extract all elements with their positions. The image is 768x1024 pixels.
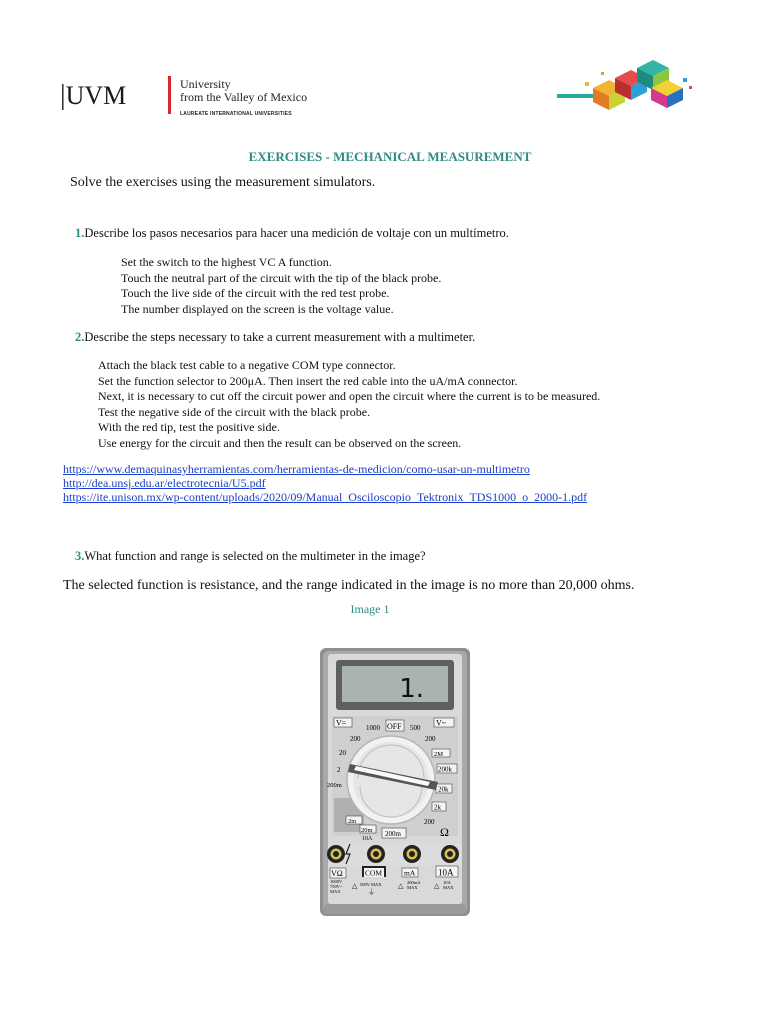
jack-10a xyxy=(441,845,459,863)
label-com: COM xyxy=(365,868,383,878)
list-item: The number displayed on the screen is the voltage value. xyxy=(121,301,394,316)
question-3 xyxy=(75,549,426,564)
label-10a: 10A xyxy=(438,867,454,878)
label-v-ac: V~ xyxy=(436,718,447,728)
list-item: Test the negative side of the circuit with the black probe. xyxy=(98,404,371,419)
ground-icon: ⏚ xyxy=(368,888,375,896)
label-ma: mA xyxy=(404,868,416,878)
jack-com xyxy=(367,845,385,863)
multimeter-illustration xyxy=(320,648,472,918)
question-2-number: 2. xyxy=(75,330,85,344)
display-screen xyxy=(342,666,448,702)
logo-divider xyxy=(168,76,171,114)
label-2k: 2k xyxy=(434,803,441,812)
label-2m-amp: 2m xyxy=(348,818,357,825)
label-10a-amp: 10A xyxy=(362,836,373,842)
question-3-number: 3. xyxy=(75,549,85,563)
reference-links xyxy=(63,462,587,504)
reference-link-1[interactable]: https://www.demaquinasyherramientas.com/herramientas-de-medicion/como-usar-un-multimetro xyxy=(63,462,530,476)
svg-text:△: △ xyxy=(434,882,440,890)
question-2-steps xyxy=(86,358,600,451)
label-10a-small: 10A xyxy=(443,880,451,885)
label-left-200: 200 xyxy=(350,735,361,743)
question-1-steps xyxy=(100,255,441,317)
question-1-number: 1. xyxy=(75,226,85,240)
label-20m-amp: 20m xyxy=(361,827,373,834)
question-2-text: Describe the steps necessary to take a current measurement with a multimeter. xyxy=(84,330,476,344)
label-v-dc: V= xyxy=(336,718,347,728)
list-item: Set the function selector to 200μA. Then insert the red cable into the uA/mA connector. xyxy=(98,373,518,388)
list-item: Attach the black test cable to a negative COM type connector. xyxy=(98,358,396,372)
warning-icon: △ xyxy=(352,882,358,890)
label-max3: MAX xyxy=(443,885,454,890)
label-max2: MAX xyxy=(407,885,418,890)
uvm-logo: |UVM xyxy=(60,80,127,111)
jack-vohm xyxy=(327,845,345,863)
intro-text: Solve the exercises using the measurement simulators. xyxy=(70,175,376,190)
image-caption: Image 1 xyxy=(350,602,390,616)
page-title: EXERCISES - MECHANICAL MEASUREMENT xyxy=(248,149,532,164)
label-right-200: 200 xyxy=(425,735,436,743)
label-200k: 200k xyxy=(438,765,452,774)
list-item: Set the switch to the highest VC A function. xyxy=(121,255,332,269)
label-20: 20 xyxy=(339,749,346,757)
laureate-tagline: LAUREATE INTERNATIONAL UNIVERSITIES xyxy=(180,111,292,117)
label-vohm: VΩ xyxy=(331,869,343,878)
list-item: Touch the live side of the circuit with the red test probe. xyxy=(121,286,390,300)
label-1000: 1000 xyxy=(366,724,380,732)
label-2m: 2M xyxy=(434,751,444,758)
question-3-text: What function and range is selected on the multimeter in the image? xyxy=(84,549,426,563)
university-name xyxy=(180,78,307,104)
reference-link-3[interactable]: https://ite.unison.mx/wp-content/uploads/2020/09/Manual_Osciloscopio_Tektronix_TDS1000_o_2000-1.pdf xyxy=(63,490,588,504)
ohm-icon: Ω xyxy=(440,825,449,839)
label-20k: 20k xyxy=(438,785,449,794)
list-item: Use energy for the circuit and then the result can be observed on the screen. xyxy=(98,435,462,450)
label-500: 500 xyxy=(410,724,421,732)
label-200-ohm: 200 xyxy=(424,818,435,826)
jack-ma xyxy=(403,845,421,863)
label-off: OFF xyxy=(387,722,402,731)
label-200ma: 200mA xyxy=(407,880,421,885)
list-item: With the red tip, test the positive side. xyxy=(98,420,280,434)
svg-text:△: △ xyxy=(398,882,404,890)
question-1-text: Describe los pasos necesarios para hacer una medición de voltaje con un multímetro. xyxy=(84,226,509,240)
answer-text: The selected function is resistance, and the range indicated in the image is no more than 20,000 ohms. xyxy=(63,578,635,593)
cubes-logo-icon xyxy=(555,58,700,118)
list-item: Touch the neutral part of the circuit with the tip of the black probe. xyxy=(121,270,442,285)
list-item: Next, it is necessary to cut off the circuit power and open the circuit where the current is to be measured. xyxy=(98,389,601,403)
display-reading: 1. xyxy=(399,674,424,704)
label-200m-amp: 200m xyxy=(385,830,401,838)
label-500v-max: 500V MAX xyxy=(360,882,382,887)
university-line-1: University xyxy=(180,77,231,91)
label-2: 2 xyxy=(337,766,341,774)
question-1 xyxy=(75,226,509,241)
label-200m-left: 200m xyxy=(327,782,342,789)
university-line-2: from the Valley of Mexico xyxy=(180,90,308,104)
reference-link-2[interactable]: http://dea.unsj.edu.ar/electrotecnia/U5.pdf xyxy=(63,476,266,490)
label-1000v: 1000V xyxy=(330,879,343,884)
question-2 xyxy=(75,330,475,345)
label-max1: MAX xyxy=(330,889,341,894)
label-750v: 750V~ xyxy=(330,884,343,889)
